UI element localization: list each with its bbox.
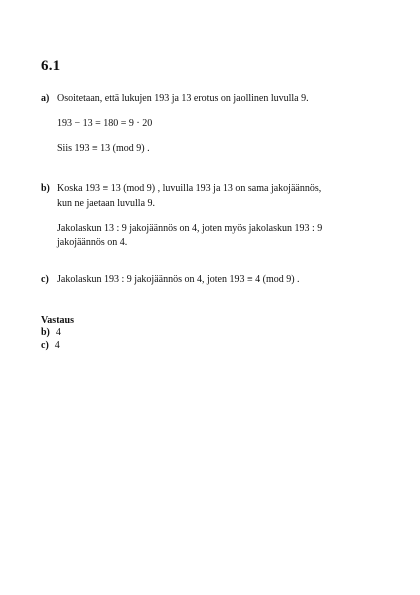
part-a-statement: Osoitetaan, että lukujen 193 ja 13 erotus on jaollinen luvulla 9. xyxy=(57,93,309,104)
answer-row-c xyxy=(41,339,60,353)
part-a-equation: 193 − 13 = 180 = 9 · 20 xyxy=(57,118,153,129)
part-b-label: b) xyxy=(41,183,50,194)
part-b-line-2: kun ne jaetaan luvulla 9. xyxy=(57,198,156,209)
answers-title: Vastaus xyxy=(41,315,74,326)
part-b-line-3: Jakolaskun 13 : 9 jakojäännös on 4, joten myös jakolaskun 193 : 9 xyxy=(57,223,323,234)
part-c-statement: Jakolaskun 193 : 9 jakojäännös on 4, joten 193 ≡ 4 (mod 9) . xyxy=(57,274,300,285)
answer-c-value: 4 xyxy=(54,340,60,351)
part-b-line-1: Koska 193 ≡ 13 (mod 9) , luvuilla 193 ja 13 on sama jakojäännös, xyxy=(57,183,322,194)
answer-row-b xyxy=(41,326,61,340)
answer-c-label: c) xyxy=(41,340,49,351)
exercise-number: 6.1 xyxy=(41,58,61,74)
answer-b-value: 4 xyxy=(55,327,61,338)
part-c-label: c) xyxy=(41,274,49,285)
answer-b-label: b) xyxy=(41,327,50,338)
part-a-label: a) xyxy=(41,93,50,104)
part-a-conclusion: Siis 193 ≡ 13 (mod 9) . xyxy=(57,143,150,154)
part-b-line-4: jakojäännös on 4. xyxy=(57,237,128,248)
